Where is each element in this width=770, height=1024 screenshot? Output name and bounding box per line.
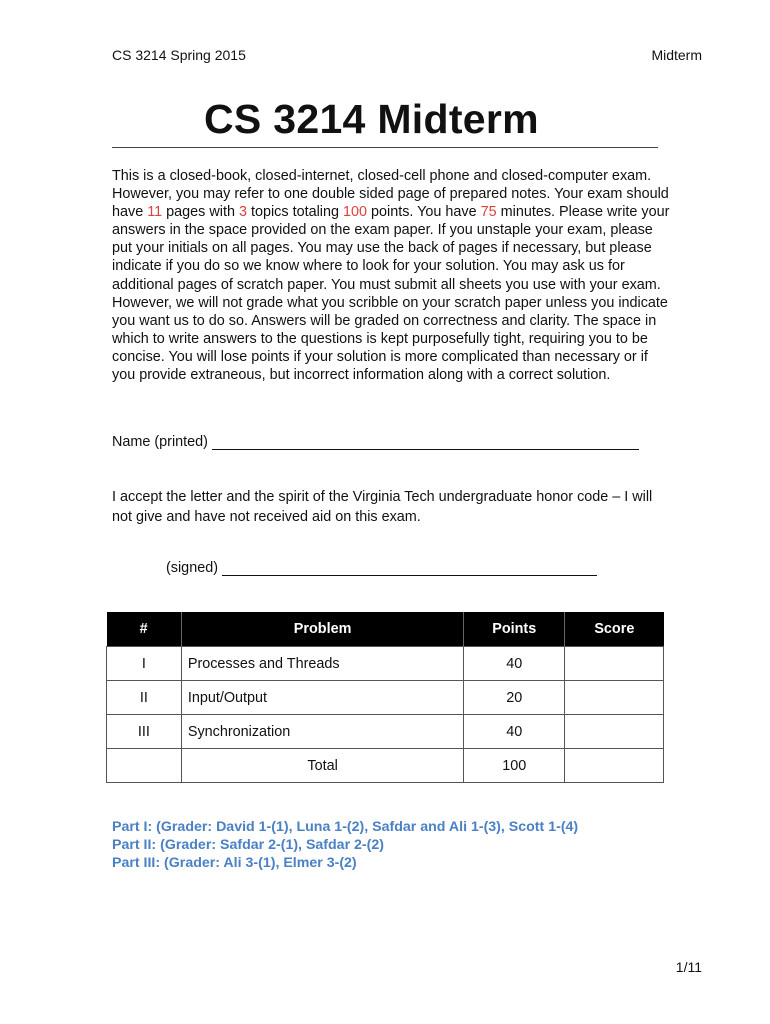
problem-number: I [107, 647, 182, 681]
col-header-number: # [107, 612, 182, 647]
name-field [112, 434, 639, 450]
header-exam-type: Midterm [651, 47, 702, 63]
col-header-points: Points [464, 612, 565, 647]
problem-number: II [107, 681, 182, 715]
instructions-text: This is a closed-book, closed-internet, closed-cell phone and closed-computer exam. However, you may refer to one double sided page of prepared notes. Your exam should have [112, 168, 669, 221]
grader-line-part-3: Part III: (Grader: Ali 3-(1), Elmer 3-(2) [112, 855, 357, 871]
grader-assignments [112, 818, 578, 872]
problem-name: Synchronization [181, 715, 463, 749]
instructions-text: minutes. Please write your answers in the space provided on the exam paper. If you unstaple your exam, please put your initials on all pages. You may use the back of pages if necessary, but please indicate if you do so we know where to look for your solution. You may ask us for additional pages of scratch paper. You must submit all sheets you use with your exam. However, we will not grade what you scribble on your scratch paper unless you indicate you want us to do so. Answers will be graded on correctness and clarity. The space in which to write answers to the questions is kept purposefully tight, requiring you to be concise. You will lose points if your solution is more complicated than necessary or if you provide extraneous, but incorrect information along with a correct solution. [112, 204, 670, 384]
topic-count: 3 [238, 204, 247, 221]
instructions-text: points. You have [367, 204, 481, 221]
name-blank[interactable] [212, 434, 639, 450]
instructions-paragraph [112, 167, 672, 384]
instructions-text: pages with [162, 204, 239, 221]
grader-line-part-1: Part I: (Grader: David 1-(1), Luna 1-(2), Safdar and Ali 1-(3), Scott 1-(4) [112, 819, 579, 835]
total-label: Total [181, 749, 463, 783]
signature-field [166, 560, 597, 576]
page-count: 11 [147, 204, 163, 221]
problem-points: 20 [464, 681, 565, 715]
honor-code-statement: I accept the letter and the spirit of the Virginia Tech undergraduate honor code – I will not give and have not received aid on this exam. [112, 489, 653, 525]
page-title: CS 3214 Midterm [112, 96, 658, 148]
problem-name: Input/Output [181, 681, 463, 715]
table-total-row [107, 749, 664, 783]
header-course: CS 3214 Spring 2015 [112, 47, 246, 63]
problem-score[interactable] [565, 647, 664, 681]
grading-table [106, 612, 664, 783]
signature-blank[interactable] [222, 560, 597, 576]
minutes-count: 75 [480, 204, 497, 221]
table-row [107, 647, 664, 681]
problem-name: Processes and Threads [181, 647, 463, 681]
col-header-problem: Problem [181, 612, 463, 647]
signed-label: (signed) [166, 560, 218, 576]
instructions-text: topics totaling [246, 204, 343, 221]
table-row [107, 681, 664, 715]
problem-score[interactable] [565, 715, 664, 749]
grader-line-part-2: Part II: (Grader: Safdar 2-(1), Safdar 2-(2) [112, 837, 384, 853]
table-row [107, 715, 664, 749]
col-header-score: Score [565, 612, 664, 647]
total-score[interactable] [565, 749, 664, 783]
problem-number: III [107, 715, 182, 749]
table-header-row [107, 612, 664, 647]
name-label: Name (printed) [112, 434, 208, 450]
page-number: 1/11 [675, 959, 702, 975]
points-total: 100 [342, 204, 367, 221]
problem-score[interactable] [565, 681, 664, 715]
problem-points: 40 [464, 647, 565, 681]
total-number-cell [107, 749, 182, 783]
problem-points: 40 [464, 715, 565, 749]
total-points: 100 [464, 749, 565, 783]
